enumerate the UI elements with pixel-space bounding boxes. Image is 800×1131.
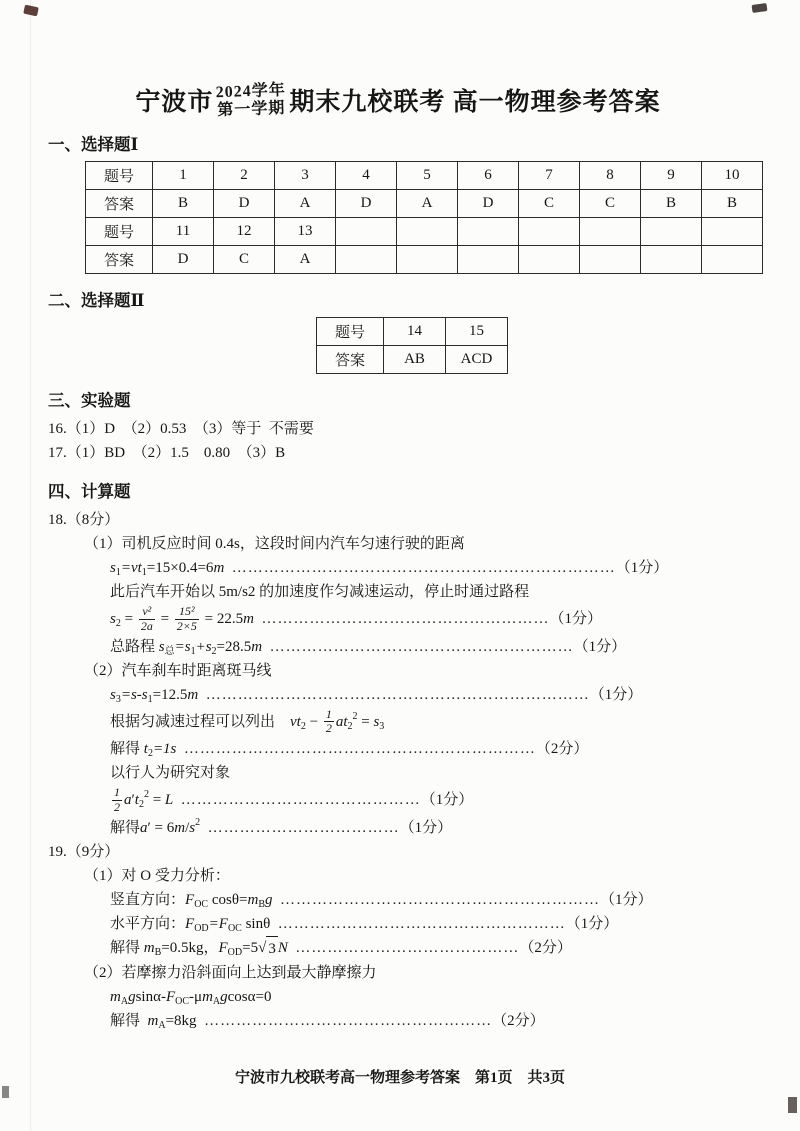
answer-line (48, 556, 748, 580)
text-segment (270, 912, 278, 936)
table-row (86, 162, 763, 190)
subscript: OC (227, 922, 242, 934)
text-segment: a (124, 792, 132, 809)
answer-cell (702, 218, 763, 246)
text-segment: 竖直方向： (110, 891, 186, 908)
subscript: A (158, 1019, 166, 1031)
answer-cell: 3 (275, 162, 336, 190)
text-segment (224, 556, 232, 580)
text-segment: F (165, 988, 176, 1005)
answer-cell: 14 (384, 318, 446, 346)
text-segment: （1）司机反应时间 0.4s，这段时间内汽车匀速行驶的距离 (84, 536, 465, 552)
table-row (86, 190, 763, 218)
answer-cell: D (214, 190, 275, 218)
section-heading-choice1: 一、选择题Ⅰ (48, 135, 139, 154)
answer-cell (580, 218, 641, 246)
answer-cell: D (336, 190, 397, 218)
answer-cell (580, 246, 641, 274)
text-segment: g (265, 891, 273, 908)
text-segment: 16.（1）D （2）0.53 （3）等于 不需要 (48, 421, 314, 437)
text-segment: s (110, 686, 116, 703)
answer-cell (641, 218, 702, 246)
text-segment: =vt (120, 560, 142, 576)
text-segment: -μ (189, 988, 203, 1005)
text-segment: 此后汽车开始以 5m/s2 的加速度作匀减速运动，停止时通过路程 (110, 584, 530, 600)
answer-cell (336, 218, 397, 246)
title-handwritten-insert (216, 82, 287, 120)
title-suffix: 期末九校联考 高一物理参考答案 (289, 89, 661, 116)
text-segment: 根据匀减速过程可以列出 (110, 713, 291, 730)
answer-cell: 12 (214, 218, 275, 246)
section-heading-choice2: 二、选择题Ⅱ (48, 291, 145, 310)
text-segment: − (305, 713, 322, 730)
answer-cell: AB (384, 346, 446, 374)
answer-line (48, 985, 748, 1009)
answer-cell (458, 218, 519, 246)
subscript: A (120, 995, 129, 1007)
answer-line (48, 508, 748, 532)
text-segment (200, 816, 208, 840)
answer-cell: A (275, 190, 336, 218)
answer-cell: C (214, 246, 275, 274)
answer-cell: A (275, 246, 336, 274)
answer-cell: B (702, 190, 763, 218)
superscript: 2 (352, 710, 358, 722)
calculation-answers (48, 508, 748, 1033)
fraction: $\frac{\text{v²}}{2a}$ (140, 604, 153, 633)
text-segment: m (110, 988, 121, 1005)
subscript: 1 (115, 567, 121, 578)
row-label-cell: 题号 (317, 318, 384, 346)
text-segment (176, 737, 184, 761)
text-segment: t (143, 741, 148, 758)
answer-cell (519, 246, 580, 274)
row-label-cell: 答案 (317, 346, 384, 374)
answer-cell: 13 (275, 218, 336, 246)
text-segment: （2分） (519, 940, 572, 957)
answer-cell: 5 (397, 162, 458, 190)
text-segment: / (185, 819, 190, 836)
text-segment: +s (195, 638, 212, 655)
text-segment: sinθ (241, 915, 271, 932)
answer-line (48, 864, 748, 888)
text-segment (173, 788, 181, 812)
answer-line (48, 441, 748, 465)
text-segment: sinα- (135, 988, 166, 1005)
subscript: OD (194, 922, 209, 934)
text-segment: F (185, 915, 195, 932)
text-segment: m (213, 560, 225, 576)
title-insert-bottom: 第一学期 (217, 99, 286, 120)
subscript: A (212, 995, 221, 1007)
answer-cell: C (519, 190, 580, 218)
text-segment: （2分） (535, 741, 589, 758)
text-segment: 以行人为研究对象 (110, 765, 231, 782)
subscript: 1 (147, 693, 153, 705)
text-segment (254, 607, 262, 631)
answer-line (48, 532, 748, 556)
text-segment: ′ = 6 (147, 819, 175, 836)
scan-artifact (2, 1086, 9, 1098)
text-segment: s (373, 713, 380, 730)
text-segment: 17.（1）BD （2）1.5 0.80 （3）B (48, 445, 286, 461)
subscript: 3 (115, 693, 121, 705)
text-segment: = (148, 792, 165, 809)
subscript: OC (175, 995, 190, 1007)
answer-cell: 1 (153, 162, 214, 190)
answer-cell: B (641, 190, 702, 218)
dotted-leader: ……………………………………………………………… (205, 686, 590, 703)
text-segment: （2）若摩擦力沿斜面向上达到最大静摩擦力 (84, 964, 377, 981)
answer-cell: C (580, 190, 641, 218)
text-segment: m (202, 988, 213, 1005)
fraction: $\frac{1}{2}$ (325, 706, 332, 736)
answer-cell: 10 (702, 162, 763, 190)
dotted-leader: ……………………………………… (180, 792, 421, 809)
text-segment: cosα=0 (227, 988, 272, 1005)
answer-line (48, 707, 748, 738)
text-segment: m (247, 891, 259, 908)
experiment-answers (48, 417, 748, 465)
text-segment: F (218, 940, 228, 957)
dotted-leader: ……………………………………………………………… (231, 560, 616, 576)
text-segment: L (164, 792, 174, 809)
text-segment: =5 (242, 940, 259, 957)
square-root: √ 3 (258, 936, 278, 961)
text-segment: 解得 (110, 940, 144, 957)
choice2-answers-table (316, 317, 508, 374)
text-segment: =12.5 (152, 686, 188, 703)
text-segment (273, 888, 281, 912)
title-insert-top: 2024学年 (215, 81, 287, 102)
text-segment: = (120, 611, 137, 628)
subscript: OD (227, 947, 243, 959)
text-segment: （1分） (600, 891, 653, 908)
section-heading-calculation: 四、计算题 (48, 482, 131, 501)
text-segment: =8kg (165, 1012, 197, 1029)
answer-cell: 4 (336, 162, 397, 190)
text-segment: （1分） (549, 611, 602, 628)
text-segment: a (140, 819, 148, 836)
answer-line (48, 785, 748, 816)
answer-line (48, 761, 748, 785)
dotted-leader: …………………………………… (295, 940, 520, 957)
row-label-cell: 题号 (86, 162, 153, 190)
text-segment: at (335, 713, 348, 730)
answer-line (48, 840, 748, 864)
text-segment: （1）对 O 受力分析： (84, 867, 230, 884)
table-row (317, 346, 508, 374)
text-segment: m (243, 611, 254, 628)
text-segment: s (158, 638, 165, 655)
text-segment: （1分） (399, 819, 453, 836)
text-segment: = (357, 713, 374, 730)
answer-line (48, 737, 748, 761)
text-segment: s (110, 611, 116, 628)
answer-cell: 11 (153, 218, 214, 246)
dotted-leader: …………………………………………………… (280, 891, 600, 908)
text-segment: m (251, 638, 263, 655)
subscript: 2 (300, 720, 306, 732)
text-segment: g (128, 988, 136, 1005)
text-segment: （2）汽车刹车时距离斑马线 (84, 662, 272, 679)
row-label-cell: 题号 (86, 218, 153, 246)
text-segment: 18.（8分） (48, 512, 120, 528)
answer-cell: 15 (446, 318, 508, 346)
text-segment: （1分） (573, 638, 627, 655)
subscript: 2 (147, 748, 153, 760)
text-segment: s (189, 819, 196, 836)
fraction: $\frac{\text{15²}}{2\times 5}$ (176, 604, 197, 633)
text-segment: 水平方向： (110, 915, 186, 932)
answer-line (48, 888, 748, 912)
answer-cell (702, 246, 763, 274)
text-segment: s (110, 560, 116, 576)
answer-line (48, 683, 748, 707)
answer-line (48, 417, 748, 441)
text-segment (262, 635, 270, 659)
table-row (317, 318, 508, 346)
text-segment: =s (174, 638, 191, 655)
answer-cell: B (153, 190, 214, 218)
text-segment: N (277, 940, 288, 957)
answer-cell: 9 (641, 162, 702, 190)
text-segment: = 22.5 (200, 611, 244, 628)
answer-line (48, 936, 748, 961)
dotted-leader: ………………………………………………… (269, 638, 574, 655)
answer-cell: D (153, 246, 214, 274)
text-segment: =1s (152, 741, 177, 758)
answer-cell (397, 218, 458, 246)
text-segment (197, 1009, 205, 1033)
text-segment: =F (208, 915, 228, 932)
text-segment: g (220, 988, 228, 1005)
text-segment: =15×0.4=6 (146, 560, 214, 576)
text-segment: =28.5 (216, 638, 252, 655)
answer-line (48, 912, 748, 936)
subscript: 2 (347, 720, 353, 732)
answer-line (48, 604, 748, 635)
answer-cell (519, 218, 580, 246)
text-segment: m (187, 686, 199, 703)
text-segment: 19.（9分） (48, 843, 120, 860)
subscript: 总 (164, 645, 175, 657)
answer-line (48, 961, 748, 985)
answer-cell (397, 246, 458, 274)
text-segment: （1分） (565, 915, 619, 932)
scan-edge-line (30, 0, 31, 1131)
text-segment: F (185, 891, 195, 908)
subscript: 1 (141, 567, 147, 578)
text-segment: ′ (131, 792, 135, 809)
text-segment: 总路程 (110, 638, 159, 655)
answer-line (48, 1009, 748, 1033)
answer-cell (336, 246, 397, 274)
title-prefix: 宁波市 (135, 89, 214, 116)
answer-cell (458, 246, 519, 274)
text-segment: m (174, 819, 186, 836)
choice1-answers-table (85, 161, 763, 274)
subscript: OC (194, 898, 209, 910)
text-segment: vt (290, 713, 301, 730)
dotted-leader: ……………………………………………… (261, 611, 550, 628)
table-row (86, 218, 763, 246)
dotted-leader: ……………………………………………… (204, 1012, 493, 1029)
dotted-leader: ……………………………… (207, 819, 400, 836)
section-heading-experiment: 三、实验题 (48, 391, 131, 410)
text-segment: =s-s (120, 686, 148, 703)
page-footer: 宁波市九校联考高一物理参考答案 第1页 共3页 (234, 1070, 565, 1086)
text-segment: cosθ= (208, 891, 248, 908)
answer-line (48, 635, 748, 659)
fraction: $\frac{1}{2}$ (114, 785, 120, 814)
subscript: 3 (379, 720, 385, 732)
text-segment: （1分） (589, 686, 643, 703)
text-segment (288, 936, 296, 960)
dotted-leader: ……………………………………………… (277, 915, 566, 932)
answer-cell: ACD (446, 346, 508, 374)
answer-cell: 7 (519, 162, 580, 190)
superscript: 2 (143, 789, 149, 801)
answer-line (48, 816, 748, 840)
dotted-leader: ………………………………………………………… (183, 741, 536, 758)
answer-cell (641, 246, 702, 274)
answer-line (48, 580, 748, 604)
row-label-cell: 答案 (86, 190, 153, 218)
answer-cell: D (458, 190, 519, 218)
text-segment: 解得 (110, 741, 144, 758)
text-segment: t (134, 792, 139, 809)
page-title (48, 82, 748, 118)
subscript: B (154, 947, 162, 959)
subscript: B (258, 898, 265, 910)
answer-cell: 6 (458, 162, 519, 190)
text-segment: m (147, 1012, 159, 1029)
text-segment: 解得 (110, 1012, 148, 1029)
row-label-cell: 答案 (86, 246, 153, 274)
subscript: 2 (115, 618, 121, 630)
answer-cell: A (397, 190, 458, 218)
scan-artifact (788, 1097, 797, 1113)
superscript: 2 (195, 816, 201, 828)
answer-line (48, 659, 748, 683)
text-segment: （1分） (615, 560, 669, 576)
answer-cell: 8 (580, 162, 641, 190)
text-segment (198, 683, 206, 707)
table-row (86, 246, 763, 274)
text-segment: （2分） (492, 1012, 545, 1029)
text-segment: （1分） (420, 792, 474, 809)
text-segment: 解得 (110, 819, 141, 836)
text-segment: = (156, 611, 173, 628)
subscript: 2 (211, 645, 217, 657)
subscript: 1 (190, 645, 196, 657)
subscript: 2 (138, 799, 144, 811)
answer-cell: 2 (214, 162, 275, 190)
text-segment: m (143, 940, 155, 957)
text-segment: =0.5kg， (161, 940, 219, 957)
